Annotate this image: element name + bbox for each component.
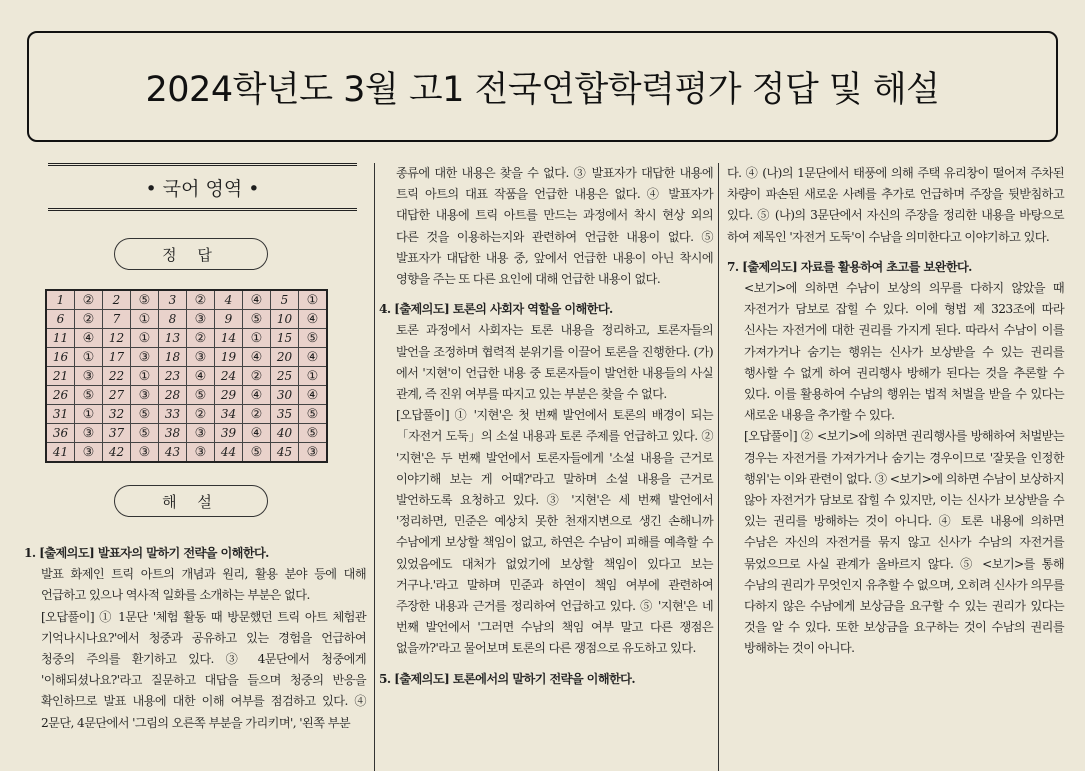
question-number: 19 (215, 348, 243, 367)
question-number: 20 (271, 348, 299, 367)
question-number: 13 (159, 329, 187, 348)
answer-choice: ④ (243, 424, 271, 443)
answer-row (46, 405, 327, 424)
answer-choice: ⑤ (243, 310, 271, 329)
answer-choice: ⑤ (131, 405, 159, 424)
answer-choice: ① (243, 329, 271, 348)
column-3 (718, 163, 1064, 771)
question-number: 35 (271, 405, 299, 424)
answer-choice: ④ (299, 310, 328, 329)
q5-heading: 5. [출제의도] 토론에서의 말하기 전략을 이해한다. (379, 671, 636, 686)
answer-choice: ③ (131, 443, 159, 463)
question-number: 26 (46, 386, 75, 405)
question-number: 38 (159, 424, 187, 443)
answer-choice: ② (187, 329, 215, 348)
answer-choice: ④ (243, 290, 271, 310)
question-number: 9 (215, 310, 243, 329)
question-number: 22 (103, 367, 131, 386)
answer-choice: ③ (187, 310, 215, 329)
answer-row (46, 310, 327, 329)
answer-choice: ② (243, 405, 271, 424)
q1-heading: 1. [출제의도] 발표자의 말하기 전략을 이해한다. (24, 546, 269, 560)
answer-choice: ④ (243, 386, 271, 405)
question-number: 1 (46, 290, 75, 310)
question-number: 23 (159, 367, 187, 386)
answer-choice: ② (75, 290, 103, 310)
question-number: 7 (103, 310, 131, 329)
answer-choice: ⑤ (131, 290, 159, 310)
answer-choice: ④ (243, 348, 271, 367)
section-title: • 국어 영역 • (48, 163, 357, 211)
q1-body: 발표 화제인 트릭 아트의 개념과 원리, 활용 분야 등에 대해 언급하고 있으나 역사적 일화를 소개하는 부분은 없다. (41, 567, 366, 603)
question-number: 4 (215, 290, 243, 310)
answer-choice: ③ (75, 443, 103, 463)
question-number: 29 (215, 386, 243, 405)
question-number: 10 (271, 310, 299, 329)
answer-choice: ② (187, 405, 215, 424)
question-number: 25 (271, 367, 299, 386)
page-title: 2024학년도 3월 고1 전국연합학력평가 정답 및 해설 (145, 69, 940, 110)
answer-choice: ⑤ (131, 424, 159, 443)
question-number: 42 (103, 443, 131, 463)
answer-choice: ② (243, 367, 271, 386)
question-number: 8 (159, 310, 187, 329)
answer-choice: ④ (187, 367, 215, 386)
question-number: 32 (103, 405, 131, 424)
q4-heading: 4. [출제의도] 토론의 사회자 역할을 이해한다. (379, 302, 613, 317)
answer-row (46, 329, 327, 348)
answer-choice: ⑤ (75, 386, 103, 405)
question-number: 44 (215, 443, 243, 463)
answer-choice: ⑤ (187, 386, 215, 405)
question-number: 14 (215, 329, 243, 348)
explain-label: 해 설 (114, 485, 268, 517)
answer-choice: ③ (75, 424, 103, 443)
question-number: 24 (215, 367, 243, 386)
answer-choice: ③ (75, 367, 103, 386)
answer-choice: ① (299, 367, 328, 386)
q7-heading: 7. [출제의도] 자료를 활용하여 초고를 보완한다. (727, 259, 972, 274)
answer-choice: ① (299, 290, 328, 310)
answer-row (46, 348, 327, 367)
q7-body: <보기>에 의하면 수남이 보상의 의무를 다하지 않았을 때 자전거가 담보로 잡힐 수 있다. 이에 형법 제 323조에 따라 신사는 자전거에 대한 권리를 가지게 된다. 따라서 수남이 이를 가져가거나 숨기는 행위는 신사가 보상받을 수 있는 권리를 행사할 수 없게 하여 권리행사 방해가 된다는 것을 추론할 수 있다. 이를 활용하여 수남의 행위는 법적 처벌을 받을 수 있다는 새로운 내용을 추가할 수 있다. (744, 281, 1064, 423)
question-number: 15 (271, 329, 299, 348)
q6-continued: 다. ④ (나)의 1문단에서 태풍에 의해 주택 유리창이 떨어져 주차된 차량이 파손된 새로운 사례를 추가로 언급하며 주장을 뒷받침하고 있다. ⑤ (나)의 3문단에서 자신의 주장을 정리한 내용을 바탕으로 하여 제목인 '자전거 도둑'이 수남을 의미한다고 이야기하고 있다. (727, 166, 1064, 244)
q4-body: 토론 과정에서 사회자는 토론 내용을 정리하고, 토론자들의 발언을 조정하며 협력적 분위기를 이끌어 토론을 진행한다. (가)에서 '지현'이 언급한 내용 중 토론자들이 발언한 내용들의 사실 관계, 즉 진위 여부를 따지고 있는 부분은 찾을 수 없다. (396, 323, 713, 402)
answer-choice: ② (187, 290, 215, 310)
q4-wrong: [오답풀이] ① '지현'은 첫 번째 발언에서 토론의 배경이 되는 「자전거 도둑」의 소설 내용과 토론 주제를 언급하고 있다. ② '지현'은 두 번째 발언에서 토론자들에게 '소설 내용을 근거로 이야기해 보는 게 어때?'라고 말하며 소설 내용을 근거로 발언하도록 요청하고 있다. ③ '지현'은 세 번째 발언에서 '정리하면, 민준은 예상치 못한 천재지변으로 생긴 손해니까 수남에게 보상할 책임이 없고, 하연은 수남이 피해를 예측할 수 있었음에도 대처가 없었기에 보상할 책임이 있다고 보는 거구나.'라고 말하며 민준과 하연이 책임 여부에 관련하여 주장한 내용과 근거를 정리하여 언급하고 있다. ⑤ '지현'은 네 번째 발언에서 '그러면 수남의 책임 여부 말고 다른 쟁점은 없을까?'라고 물어보며 토론의 다른 쟁점으로 유도하고 있다. (396, 408, 713, 656)
question-number: 39 (215, 424, 243, 443)
column-2 (374, 163, 713, 771)
question-number: 12 (103, 329, 131, 348)
answer-choice: ⑤ (299, 405, 328, 424)
title-box (27, 31, 1058, 142)
answer-choice: ② (75, 310, 103, 329)
answer-choice: ③ (187, 424, 215, 443)
q7-wrong: [오답풀이] ② <보기>에 의하면 권리행사를 방해하여 처벌받는 경우는 자전거를 가져가거나 숨기는 경우이므로 '잘못을 인정한 행위'는 이와 관련이 없다. ③ <보기>에 의하면 수남이 보상하지 않아 자전거가 담보로 잡힐 수 있지만, 이는 신사가 보상받을 수 있는 권리를 방해하는 것이 아니다. ④ 토론 내용에 의하면 수남은 자신의 자전거를 묶지 않고 신사가 수남의 자전거를 묶었으므로 사실 관계가 올바르지 않다. ⑤ <보기>를 통해 수남의 권리가 무엇인지 유추할 수 없으며, 오히려 신사가 의무를 다하지 않은 수남에게 보상금을 요구할 수 있는 권리가 있다는 것을 알 수 있다. 또한 보상금을 요구하는 것이 수남의 권리를 방해하는 것이 아니다. (744, 429, 1065, 656)
question-number: 43 (159, 443, 187, 463)
answer-choice: ③ (187, 348, 215, 367)
question-number: 18 (159, 348, 187, 367)
question-number: 33 (159, 405, 187, 424)
question-number: 31 (46, 405, 75, 424)
question-number: 41 (46, 443, 75, 463)
question-number: 5 (271, 290, 299, 310)
answer-choice: ④ (299, 386, 328, 405)
question-number: 30 (271, 386, 299, 405)
answer-row (46, 443, 327, 463)
question-number: 16 (46, 348, 75, 367)
question-number: 40 (271, 424, 299, 443)
answer-row (46, 424, 327, 443)
q3-continued: 종류에 대한 내용은 찾을 수 없다. ③ 발표자가 대답한 내용에 트릭 아트의 대표 작품을 언급한 내용은 없다. ④ 발표자가 대답한 내용에 트릭 아트를 만드는 과정에서 착시 현상 외의 다른 것을 이용하는지와 관련하여 언급한 내용이 없다. ⑤ 발표자가 대답한 내용 중, 앞에서 언급한 내용이 아닌 착시에 영향을 주는 또 다른 요인에 대해 언급한 내용이 없다. (396, 166, 713, 287)
q1-wrong: [오답풀이] ① 1문단 '체험 활동 때 방문했던 트릭 아트 체험관 기억나시나요?'에서 청중과 공유하고 있는 경험을 언급하여 청중의 주의를 환기하고 있다. ③ 4문단에서 청중에게 '이해되셨나요?'라고 질문하고 대답을 들으며 청중의 반응을 확인하므로 발표 내용에 대한 이해 여부를 점검하고 있다. ④ 2문단, 4문단에서 '그림의 오른쪽 부분을 가리키며', '왼쪽 부분 (41, 609, 366, 730)
answer-choice: ⑤ (243, 443, 271, 463)
answer-row (46, 386, 327, 405)
answer-choice: ④ (299, 348, 328, 367)
question-number: 27 (103, 386, 131, 405)
answer-table (45, 289, 328, 463)
answer-row (46, 290, 327, 310)
answer-choice: ① (75, 405, 103, 424)
answer-choice: ① (131, 329, 159, 348)
answer-choice: ③ (131, 386, 159, 405)
question-number: 11 (46, 329, 75, 348)
question-number: 45 (271, 443, 299, 463)
question-number: 34 (215, 405, 243, 424)
question-number: 37 (103, 424, 131, 443)
question-number: 28 (159, 386, 187, 405)
answer-choice: ① (131, 310, 159, 329)
answer-row (46, 367, 327, 386)
question-number: 21 (46, 367, 75, 386)
question-number: 3 (159, 290, 187, 310)
column-1 (24, 163, 366, 734)
question-number: 17 (103, 348, 131, 367)
answer-choice: ③ (131, 348, 159, 367)
answer-choice: ③ (187, 443, 215, 463)
answer-choice: ① (131, 367, 159, 386)
question-number: 36 (46, 424, 75, 443)
answer-choice: ③ (299, 443, 328, 463)
answer-choice: ⑤ (299, 329, 328, 348)
answer-label: 정 답 (114, 238, 268, 270)
answer-choice: ⑤ (299, 424, 328, 443)
question-number: 6 (46, 310, 75, 329)
answer-choice: ① (75, 348, 103, 367)
answer-choice: ④ (75, 329, 103, 348)
question-number: 2 (103, 290, 131, 310)
